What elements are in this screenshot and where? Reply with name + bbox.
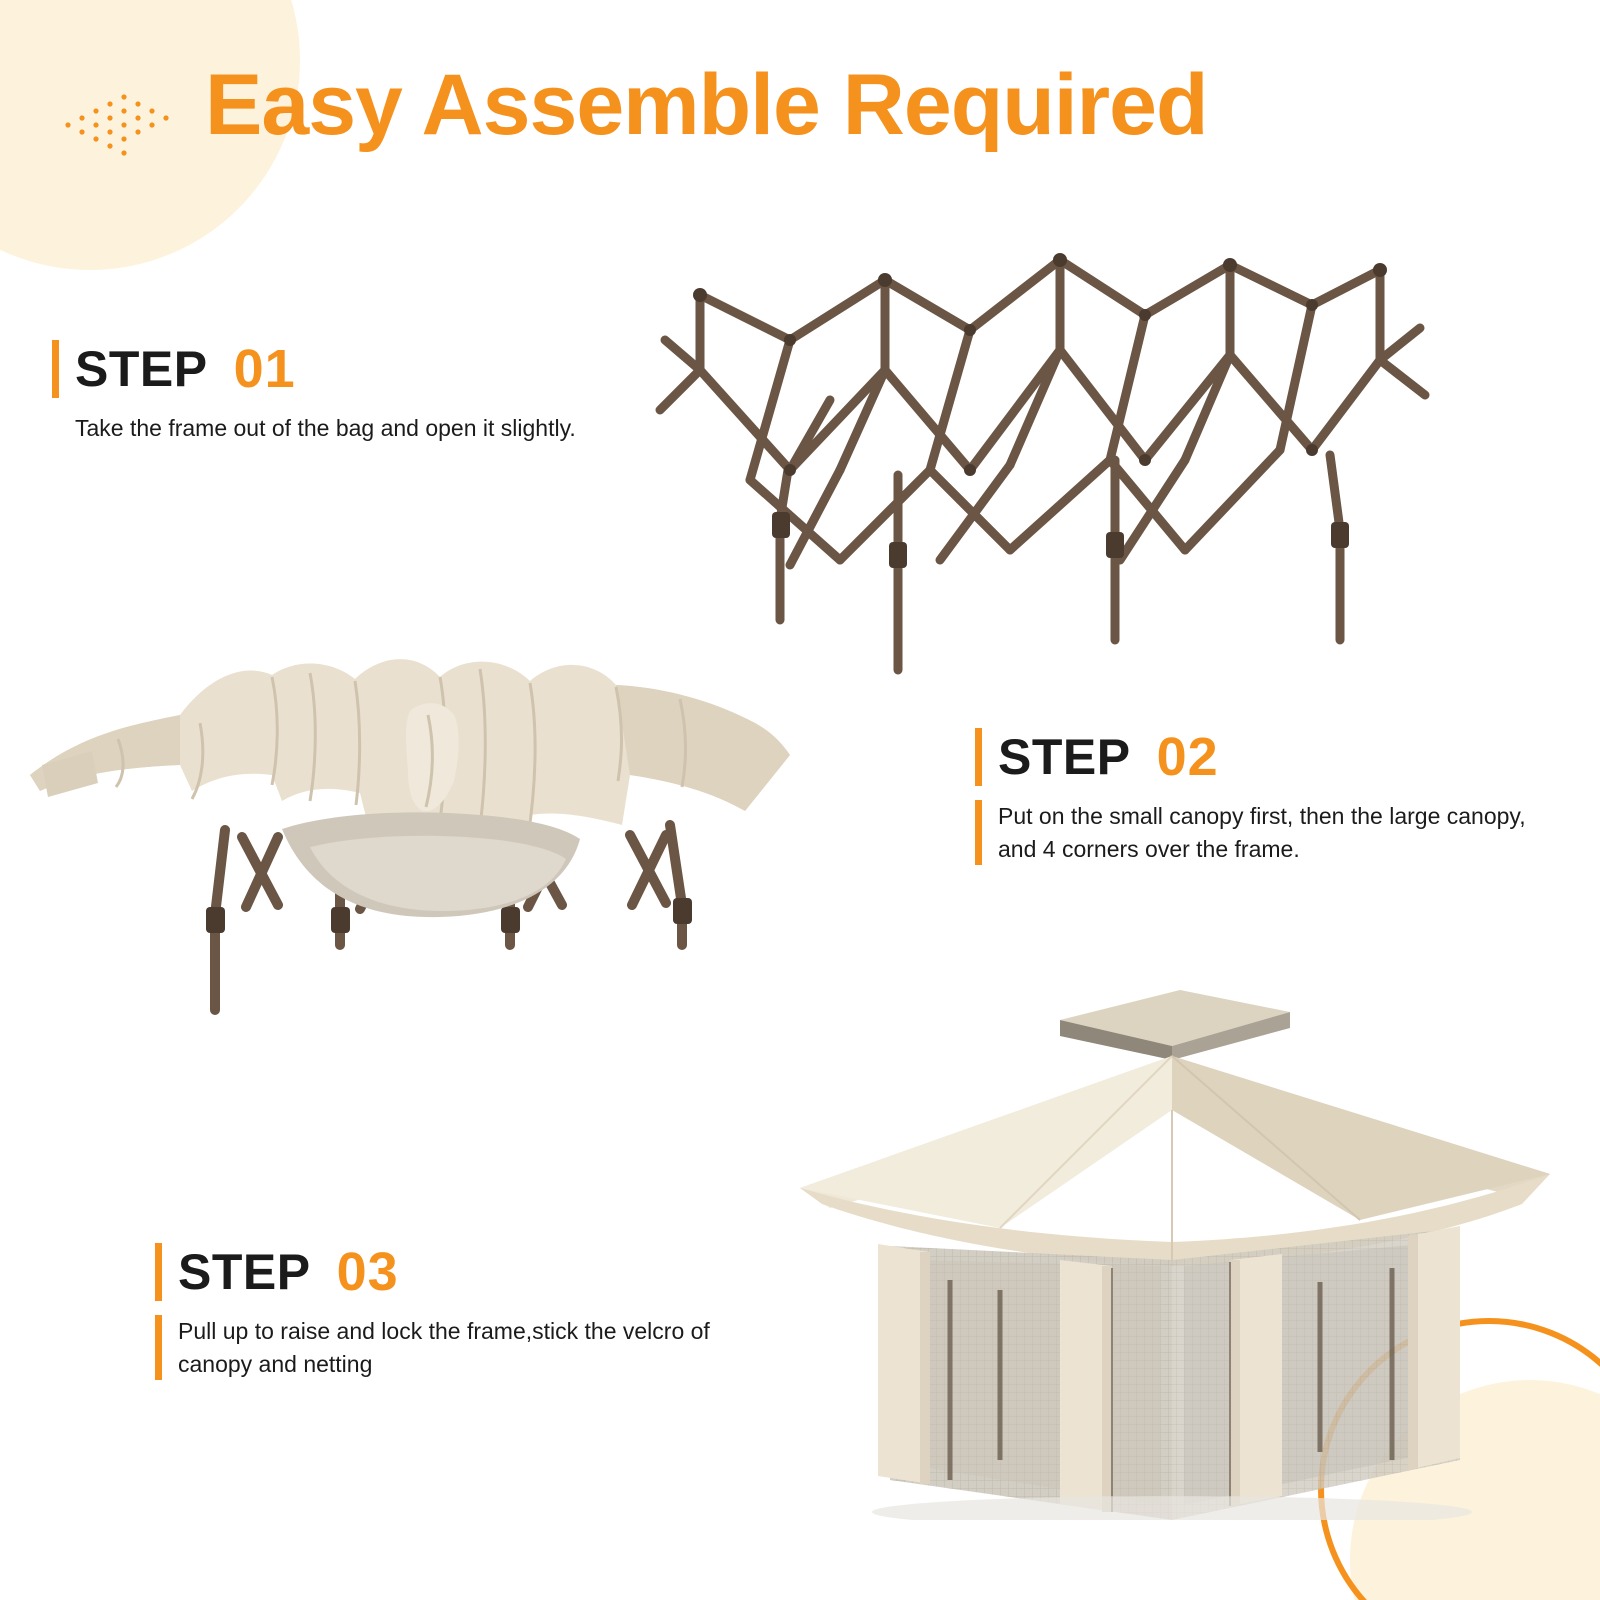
step-03-header — [155, 1243, 738, 1301]
gazebo-canopy-draped-illustration — [10, 615, 800, 1065]
step-02-word: STEP — [998, 729, 1131, 785]
gazebo-frame-expanded-illustration — [640, 220, 1440, 680]
step-01-word: STEP — [75, 341, 208, 397]
page-title: Easy Assemble Required — [205, 57, 1208, 153]
step-03-number: 03 — [336, 1242, 399, 1302]
step-03-word: STEP — [178, 1244, 311, 1300]
step-02-header — [975, 728, 1558, 786]
step-02-description: Put on the small canopy first, then the large canopy, and 4 corners over the frame. — [975, 800, 1558, 865]
step-03-description: Pull up to raise and lock the frame,stick the velcro of canopy and netting — [155, 1315, 738, 1380]
step-02-number: 02 — [1156, 727, 1219, 787]
step-block-03 — [155, 1243, 738, 1380]
step-01-header — [52, 340, 576, 398]
step-01-number: 01 — [233, 339, 296, 399]
step-01-description: Take the frame out of the bag and open it slightly. — [75, 415, 576, 441]
dots-motif-icon — [62, 92, 192, 158]
step-block-01 — [52, 340, 576, 445]
step-block-02 — [975, 728, 1558, 865]
gazebo-assembled-netting-illustration — [760, 960, 1590, 1520]
